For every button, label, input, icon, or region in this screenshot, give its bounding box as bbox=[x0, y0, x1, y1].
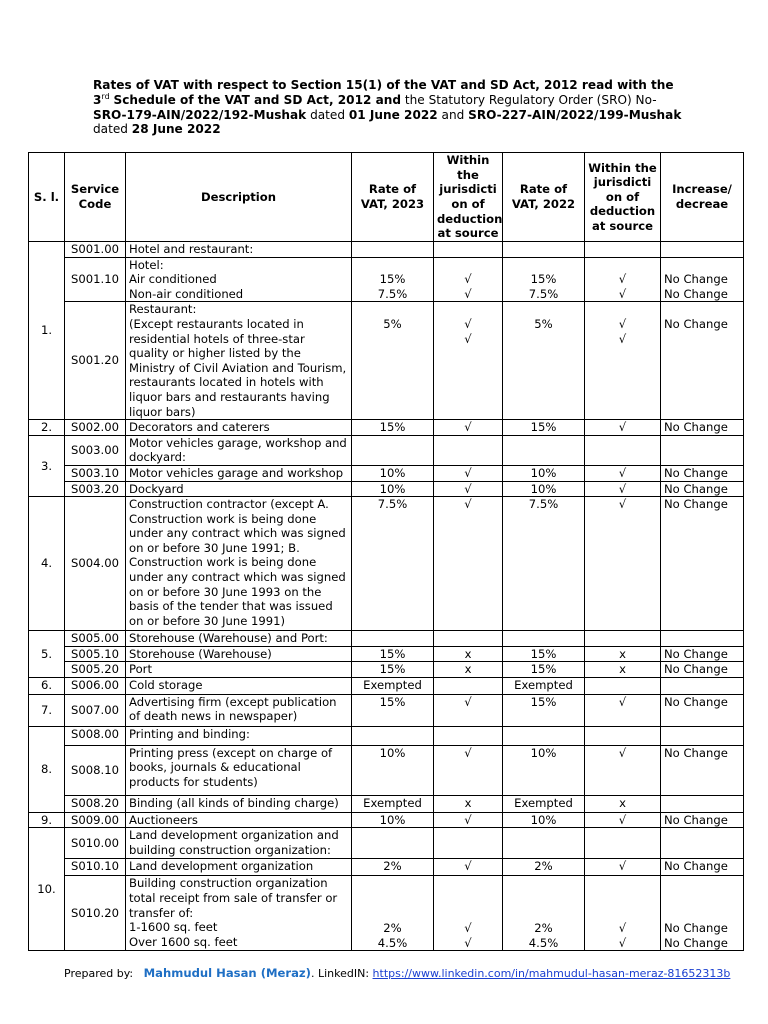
table-row bbox=[29, 876, 744, 951]
within-2022: √ bbox=[585, 859, 661, 876]
within-2023: x bbox=[434, 646, 503, 662]
service-code: S008.10 bbox=[65, 745, 126, 795]
service-code: S001.00 bbox=[65, 242, 126, 258]
description: Printing and binding: bbox=[126, 726, 352, 745]
description-line: Building construction organization total receipt from sale of transfer or transfer of: bbox=[129, 876, 338, 920]
serial-cell: 10. bbox=[29, 828, 65, 951]
title-part: Rates of VAT with respect to Section 15(1) of the VAT and SD Act, 2012 read with the 3 bbox=[93, 78, 674, 107]
title-part: Schedule of the VAT and SD Act, 2012 and bbox=[113, 92, 402, 107]
change-status: No Change bbox=[661, 646, 744, 662]
service-code: S009.00 bbox=[65, 812, 126, 828]
description-line: Hotel: bbox=[129, 257, 164, 272]
within-2023: x bbox=[434, 795, 503, 812]
change-status: No Change bbox=[661, 859, 744, 876]
change-status: No Change bbox=[661, 812, 744, 828]
change-status: No Change bbox=[661, 420, 744, 436]
serial-cell: 9. bbox=[29, 812, 65, 828]
rate-2022: 15% bbox=[503, 662, 585, 678]
header-service-code: Service Code bbox=[65, 153, 126, 242]
within-2022: √ √ bbox=[585, 876, 661, 951]
description: Land development organization and building construction organization: bbox=[126, 828, 352, 859]
rate-2023: 10% bbox=[352, 745, 434, 795]
rate-2023: 10% bbox=[352, 812, 434, 828]
within-2023: √ bbox=[434, 497, 503, 631]
change-status: No Change bbox=[661, 662, 744, 678]
within-2023: √ bbox=[434, 694, 503, 726]
description: Storehouse (Warehouse) and Port: bbox=[126, 631, 352, 647]
description bbox=[126, 257, 352, 302]
within-2023: √ bbox=[434, 481, 503, 497]
table-row bbox=[29, 302, 744, 420]
serial-cell: 7. bbox=[29, 694, 65, 726]
table-row bbox=[29, 646, 744, 662]
header-rate-2023: Rate of VAT, 2023 bbox=[352, 153, 434, 242]
rate-2022: 7.5% bbox=[503, 497, 585, 631]
service-code: S002.00 bbox=[65, 420, 126, 436]
table-row bbox=[29, 694, 744, 726]
change-status: No Change bbox=[661, 497, 744, 631]
service-code: S005.20 bbox=[65, 662, 126, 678]
serial-cell: 6. bbox=[29, 677, 65, 694]
description-line: Non-air conditioned bbox=[129, 286, 244, 301]
footer-text: . LinkedIN: bbox=[310, 967, 373, 980]
header-within-jurisdiction-2023: Within the jurisdicti on of deduction at source bbox=[434, 153, 503, 242]
rate-2023: 2% bbox=[352, 859, 434, 876]
vat-rate-table bbox=[28, 152, 744, 951]
rate-2023: 15% 7.5% bbox=[352, 257, 434, 302]
rate-2022: 15% bbox=[503, 694, 585, 726]
within-2022: √ √ bbox=[585, 257, 661, 302]
service-code: S010.00 bbox=[65, 828, 126, 859]
description-line: (Except restaurants located in residential hotels of three-star quality or higher listed by the Ministry of Civil Aviation and Tourism, restaurants located in hotels with liquor bars and restaurants having liquor bars) bbox=[129, 316, 347, 419]
within-2023: √ bbox=[434, 745, 503, 795]
header-sl: S. l. bbox=[29, 153, 65, 242]
description: Decorators and caterers bbox=[126, 420, 352, 436]
table-row bbox=[29, 795, 744, 812]
table-row bbox=[29, 726, 744, 745]
serial-cell: 2. bbox=[29, 420, 65, 436]
description: Hotel and restaurant: bbox=[126, 242, 352, 258]
header-row bbox=[29, 153, 744, 242]
rate-2022: Exempted bbox=[503, 795, 585, 812]
service-code: S010.10 bbox=[65, 859, 126, 876]
rate-2022: 5% bbox=[503, 302, 585, 420]
within-2022: √ bbox=[585, 497, 661, 631]
footer bbox=[64, 966, 730, 980]
table-row bbox=[29, 257, 744, 302]
sro-date-2: 28 June 2022 bbox=[131, 122, 221, 137]
description: Advertising firm (except publication of death news in newspaper) bbox=[126, 694, 352, 726]
rate-2022: 10% bbox=[503, 812, 585, 828]
rate-2023: 10% bbox=[352, 465, 434, 481]
within-2022: √ √ bbox=[585, 302, 661, 420]
description: Motor vehicles garage and workshop bbox=[126, 465, 352, 481]
rate-2022: 2% 4.5% bbox=[503, 876, 585, 951]
header-change: Increase/ decreae bbox=[661, 153, 744, 242]
rate-2022: 15% bbox=[503, 646, 585, 662]
description: Dockyard bbox=[126, 481, 352, 497]
within-2023: √ √ bbox=[434, 257, 503, 302]
table-row bbox=[29, 465, 744, 481]
author-name: Mahmudul Hasan (Meraz) bbox=[143, 966, 311, 980]
service-code: S001.10 bbox=[65, 257, 126, 302]
within-2023: √ bbox=[434, 859, 503, 876]
table-row bbox=[29, 420, 744, 436]
within-2022: √ bbox=[585, 812, 661, 828]
rate-2023: 10% bbox=[352, 481, 434, 497]
within-2023: √ √ bbox=[434, 302, 503, 420]
sro-number-1: SRO-179-AIN/2022/192-Mushak bbox=[93, 107, 307, 122]
table-row bbox=[29, 435, 744, 465]
serial-cell: 4. bbox=[29, 497, 65, 631]
title-part: the Statutory Regulatory Order (SRO) No- bbox=[401, 92, 657, 107]
change-status: No Change bbox=[661, 481, 744, 497]
description: Motor vehicles garage, workshop and dockyard: bbox=[126, 435, 352, 465]
service-code: S001.20 bbox=[65, 302, 126, 420]
header-description: Description bbox=[126, 153, 352, 242]
serial-cell: 8. bbox=[29, 726, 65, 812]
description-line: Air conditioned bbox=[129, 272, 217, 287]
table-row bbox=[29, 812, 744, 828]
table-row bbox=[29, 631, 744, 647]
description bbox=[126, 876, 352, 951]
change-status: No Change bbox=[661, 694, 744, 726]
service-code: S006.00 bbox=[65, 677, 126, 694]
rate-2022: Exempted bbox=[503, 677, 585, 694]
service-code: S003.20 bbox=[65, 481, 126, 497]
description: Auctioneers bbox=[126, 812, 352, 828]
description bbox=[126, 302, 352, 420]
linkedin-link[interactable]: https://www.linkedin.com/in/mahmudul-hasan-meraz-81652313b bbox=[372, 967, 731, 980]
serial-cell: 1. bbox=[29, 242, 65, 420]
service-code: S008.00 bbox=[65, 726, 126, 745]
within-2022: x bbox=[585, 662, 661, 678]
within-2022: √ bbox=[585, 465, 661, 481]
table-row bbox=[29, 745, 744, 795]
description: Binding (all kinds of binding charge) bbox=[126, 795, 352, 812]
rate-2023: 15% bbox=[352, 420, 434, 436]
description-line: Over 1600 sq. feet bbox=[129, 934, 238, 949]
service-code: S005.10 bbox=[65, 646, 126, 662]
rate-2022: 10% bbox=[503, 465, 585, 481]
description-line: Restaurant: bbox=[129, 302, 197, 317]
title-superscript: rd bbox=[101, 91, 110, 101]
change-status: No Change bbox=[661, 745, 744, 795]
rate-2022: 15% 7.5% bbox=[503, 257, 585, 302]
within-2023: √ √ bbox=[434, 876, 503, 951]
within-2023: √ bbox=[434, 420, 503, 436]
header-within-jurisdiction-2022: Within the jurisdicti on of deduction at source bbox=[585, 153, 661, 242]
table-row bbox=[29, 662, 744, 678]
rate-2023: Exempted bbox=[352, 677, 434, 694]
rate-2023: Exempted bbox=[352, 795, 434, 812]
rate-2022: 15% bbox=[503, 420, 585, 436]
rate-2023: 15% bbox=[352, 646, 434, 662]
table-row bbox=[29, 242, 744, 258]
within-2023: √ bbox=[434, 465, 503, 481]
change-status: No Change bbox=[661, 465, 744, 481]
header-rate-2022: Rate of VAT, 2022 bbox=[503, 153, 585, 242]
within-2022: √ bbox=[585, 481, 661, 497]
within-2022: x bbox=[585, 795, 661, 812]
rate-2023: 5% bbox=[352, 302, 434, 420]
title-part: and bbox=[437, 107, 469, 122]
change-status: No Change No Change bbox=[661, 876, 744, 951]
service-code: S004.00 bbox=[65, 497, 126, 631]
service-code: S005.00 bbox=[65, 631, 126, 647]
description: Cold storage bbox=[126, 677, 352, 694]
serial-cell: 5. bbox=[29, 631, 65, 678]
change-status: No Change No Change bbox=[661, 257, 744, 302]
service-code: S003.10 bbox=[65, 465, 126, 481]
sro-number-2: SRO-227-AIN/2022/199-Mushak bbox=[468, 107, 682, 122]
description: Port bbox=[126, 662, 352, 678]
table-row bbox=[29, 497, 744, 631]
description-line: 1-1600 sq. feet bbox=[129, 920, 218, 935]
within-2023: √ bbox=[434, 812, 503, 828]
service-code: S010.20 bbox=[65, 876, 126, 951]
within-2022: √ bbox=[585, 420, 661, 436]
rate-2022: 2% bbox=[503, 859, 585, 876]
title-part: dated bbox=[93, 122, 132, 137]
rate-2022: 10% bbox=[503, 745, 585, 795]
within-2022: √ bbox=[585, 745, 661, 795]
table-row bbox=[29, 481, 744, 497]
service-code: S007.00 bbox=[65, 694, 126, 726]
serial-cell: 3. bbox=[29, 435, 65, 496]
rate-2023: 15% bbox=[352, 662, 434, 678]
description: Land development organization bbox=[126, 859, 352, 876]
document-title bbox=[93, 78, 693, 137]
footer-prefix: Prepared by: bbox=[64, 967, 134, 980]
rate-2023: 15% bbox=[352, 694, 434, 726]
within-2023: x bbox=[434, 662, 503, 678]
within-2022: √ bbox=[585, 694, 661, 726]
service-code: S008.20 bbox=[65, 795, 126, 812]
within-2022: x bbox=[585, 646, 661, 662]
title-part: dated bbox=[306, 107, 349, 122]
description: Printing press (except on charge of books, journals & educational products for students) bbox=[126, 745, 352, 795]
rate-2023: 7.5% bbox=[352, 497, 434, 631]
sro-date-1: 01 June 2022 bbox=[348, 107, 438, 122]
table-row bbox=[29, 859, 744, 876]
description: Storehouse (Warehouse) bbox=[126, 646, 352, 662]
rate-2022: 10% bbox=[503, 481, 585, 497]
service-code: S003.00 bbox=[65, 435, 126, 465]
change-status: No Change bbox=[661, 302, 744, 420]
description: Construction contractor (except A. Construction work is being done under any contract which was signed on or before 30 June 1991; B. Construction work is being done under any contract which was signed on or before 30 June 1993 on the basis of the tender that was issued on or before 30 June 1991) bbox=[126, 497, 352, 631]
table-row bbox=[29, 677, 744, 694]
rate-2023: 2% 4.5% bbox=[352, 876, 434, 951]
table-row bbox=[29, 828, 744, 859]
